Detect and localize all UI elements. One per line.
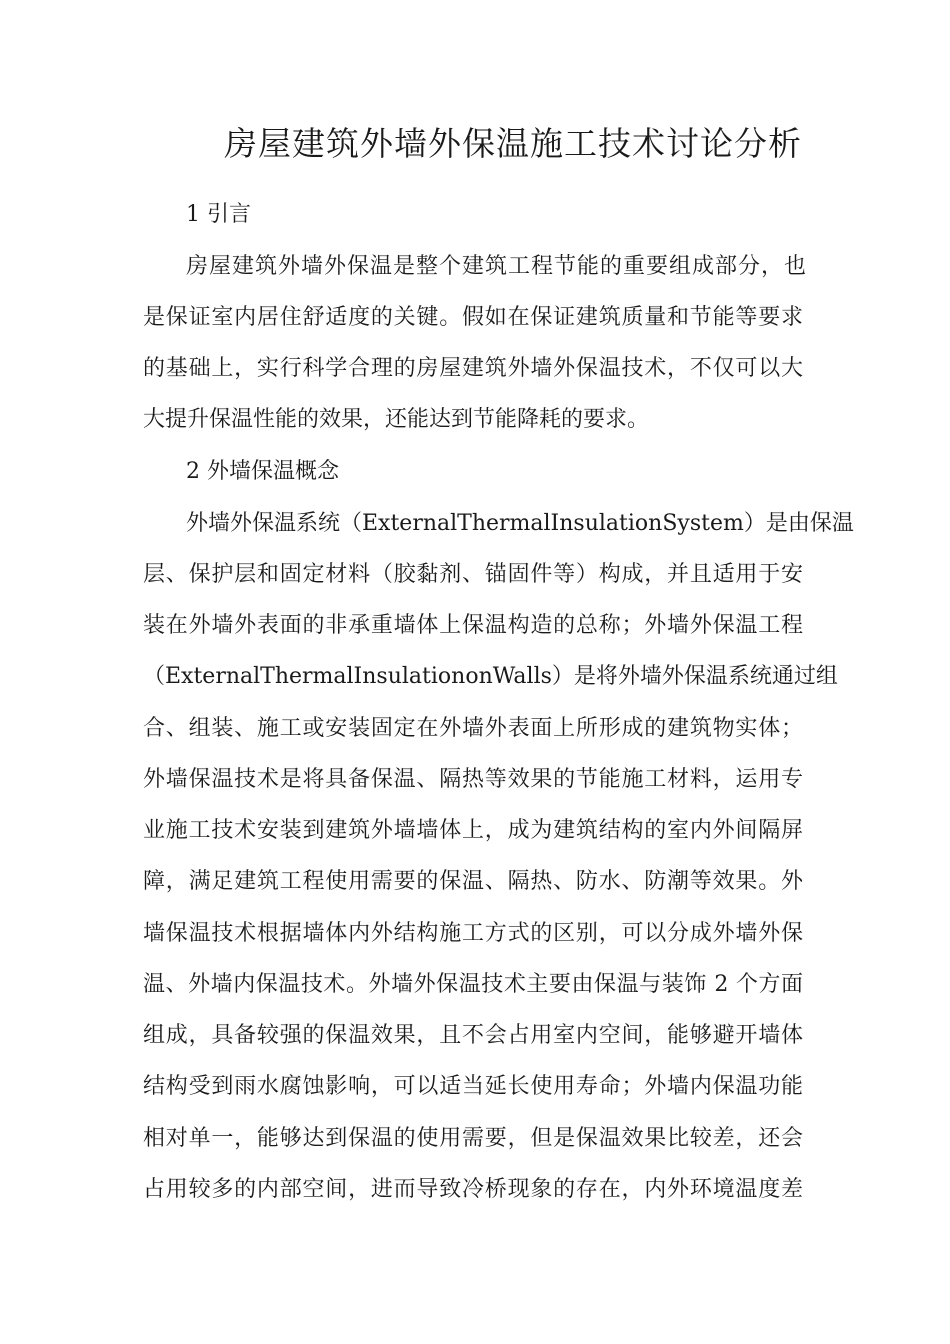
paragraph-line: 大提升保温性能的效果，还能达到节能降耗的要求。 xyxy=(143,407,650,432)
paragraph-line: 房屋建筑外墙外保温是整个建筑工程节能的重要组成部分，也 xyxy=(186,254,806,279)
paragraph-line: 的基础上，实行科学合理的房屋建筑外墙外保温技术，不仅可以大 xyxy=(143,356,803,381)
paragraph-line: 外墙外保温系统（ExternalThermalInsulationSystem）是由保温 xyxy=(186,511,854,536)
paragraph-line: 墙保温技术根据墙体内外结构施工方式的区别，可以分成外墙外保 xyxy=(143,921,803,946)
paragraph-line: 组成，具备较强的保温效果，且不会占用室内空间，能够避开墙体 xyxy=(143,1023,803,1048)
paragraph-line: 层、保护层和固定材料（胶黏剂、锚固件等）构成，并且适用于安 xyxy=(143,562,803,587)
paragraph-line: 是保证室内居住舒适度的关键。假如在保证建筑质量和节能等要求 xyxy=(143,305,803,330)
paragraph-line: 业施工技术安装到建筑外墙墙体上，成为建筑结构的室内外间隔屏 xyxy=(143,818,803,843)
paragraph-line: （ExternalThermalInsulationonWalls）是将外墙外保温系统通过组 xyxy=(143,664,838,689)
paragraph-line: 相对单一，能够达到保温的使用需要，但是保温效果比较差，还会 xyxy=(143,1126,803,1151)
paragraph-line: 合、组装、施工或安装固定在外墙外表面上所形成的建筑物实体； xyxy=(143,716,803,741)
paragraph-line: 温、外墙内保温技术。外墙外保温技术主要由保温与装饰 2 个方面 xyxy=(143,972,803,997)
paragraph-line: 结构受到雨水腐蚀影响，可以适当延长使用寿命；外墙内保温功能 xyxy=(143,1074,803,1099)
paragraph-line: 障，满足建筑工程使用需要的保温、隔热、防水、防潮等效果。外 xyxy=(143,869,803,894)
paragraph-line: 装在外墙外表面的非承重墙体上保温构造的总称；外墙外保温工程 xyxy=(143,613,803,638)
paragraph-line: 外墙保温技术是将具备保温、隔热等效果的节能施工材料，运用专 xyxy=(143,767,803,792)
document-title: 房屋建筑外墙外保温施工技术讨论分析 xyxy=(224,124,802,163)
paragraph-line: 占用较多的内部空间，进而导致冷桥现象的存在，内外环境温度差 xyxy=(143,1177,803,1202)
section-heading-introduction: 1 引言 xyxy=(186,202,251,227)
section-heading-concept: 2 外墙保温概念 xyxy=(186,459,339,484)
